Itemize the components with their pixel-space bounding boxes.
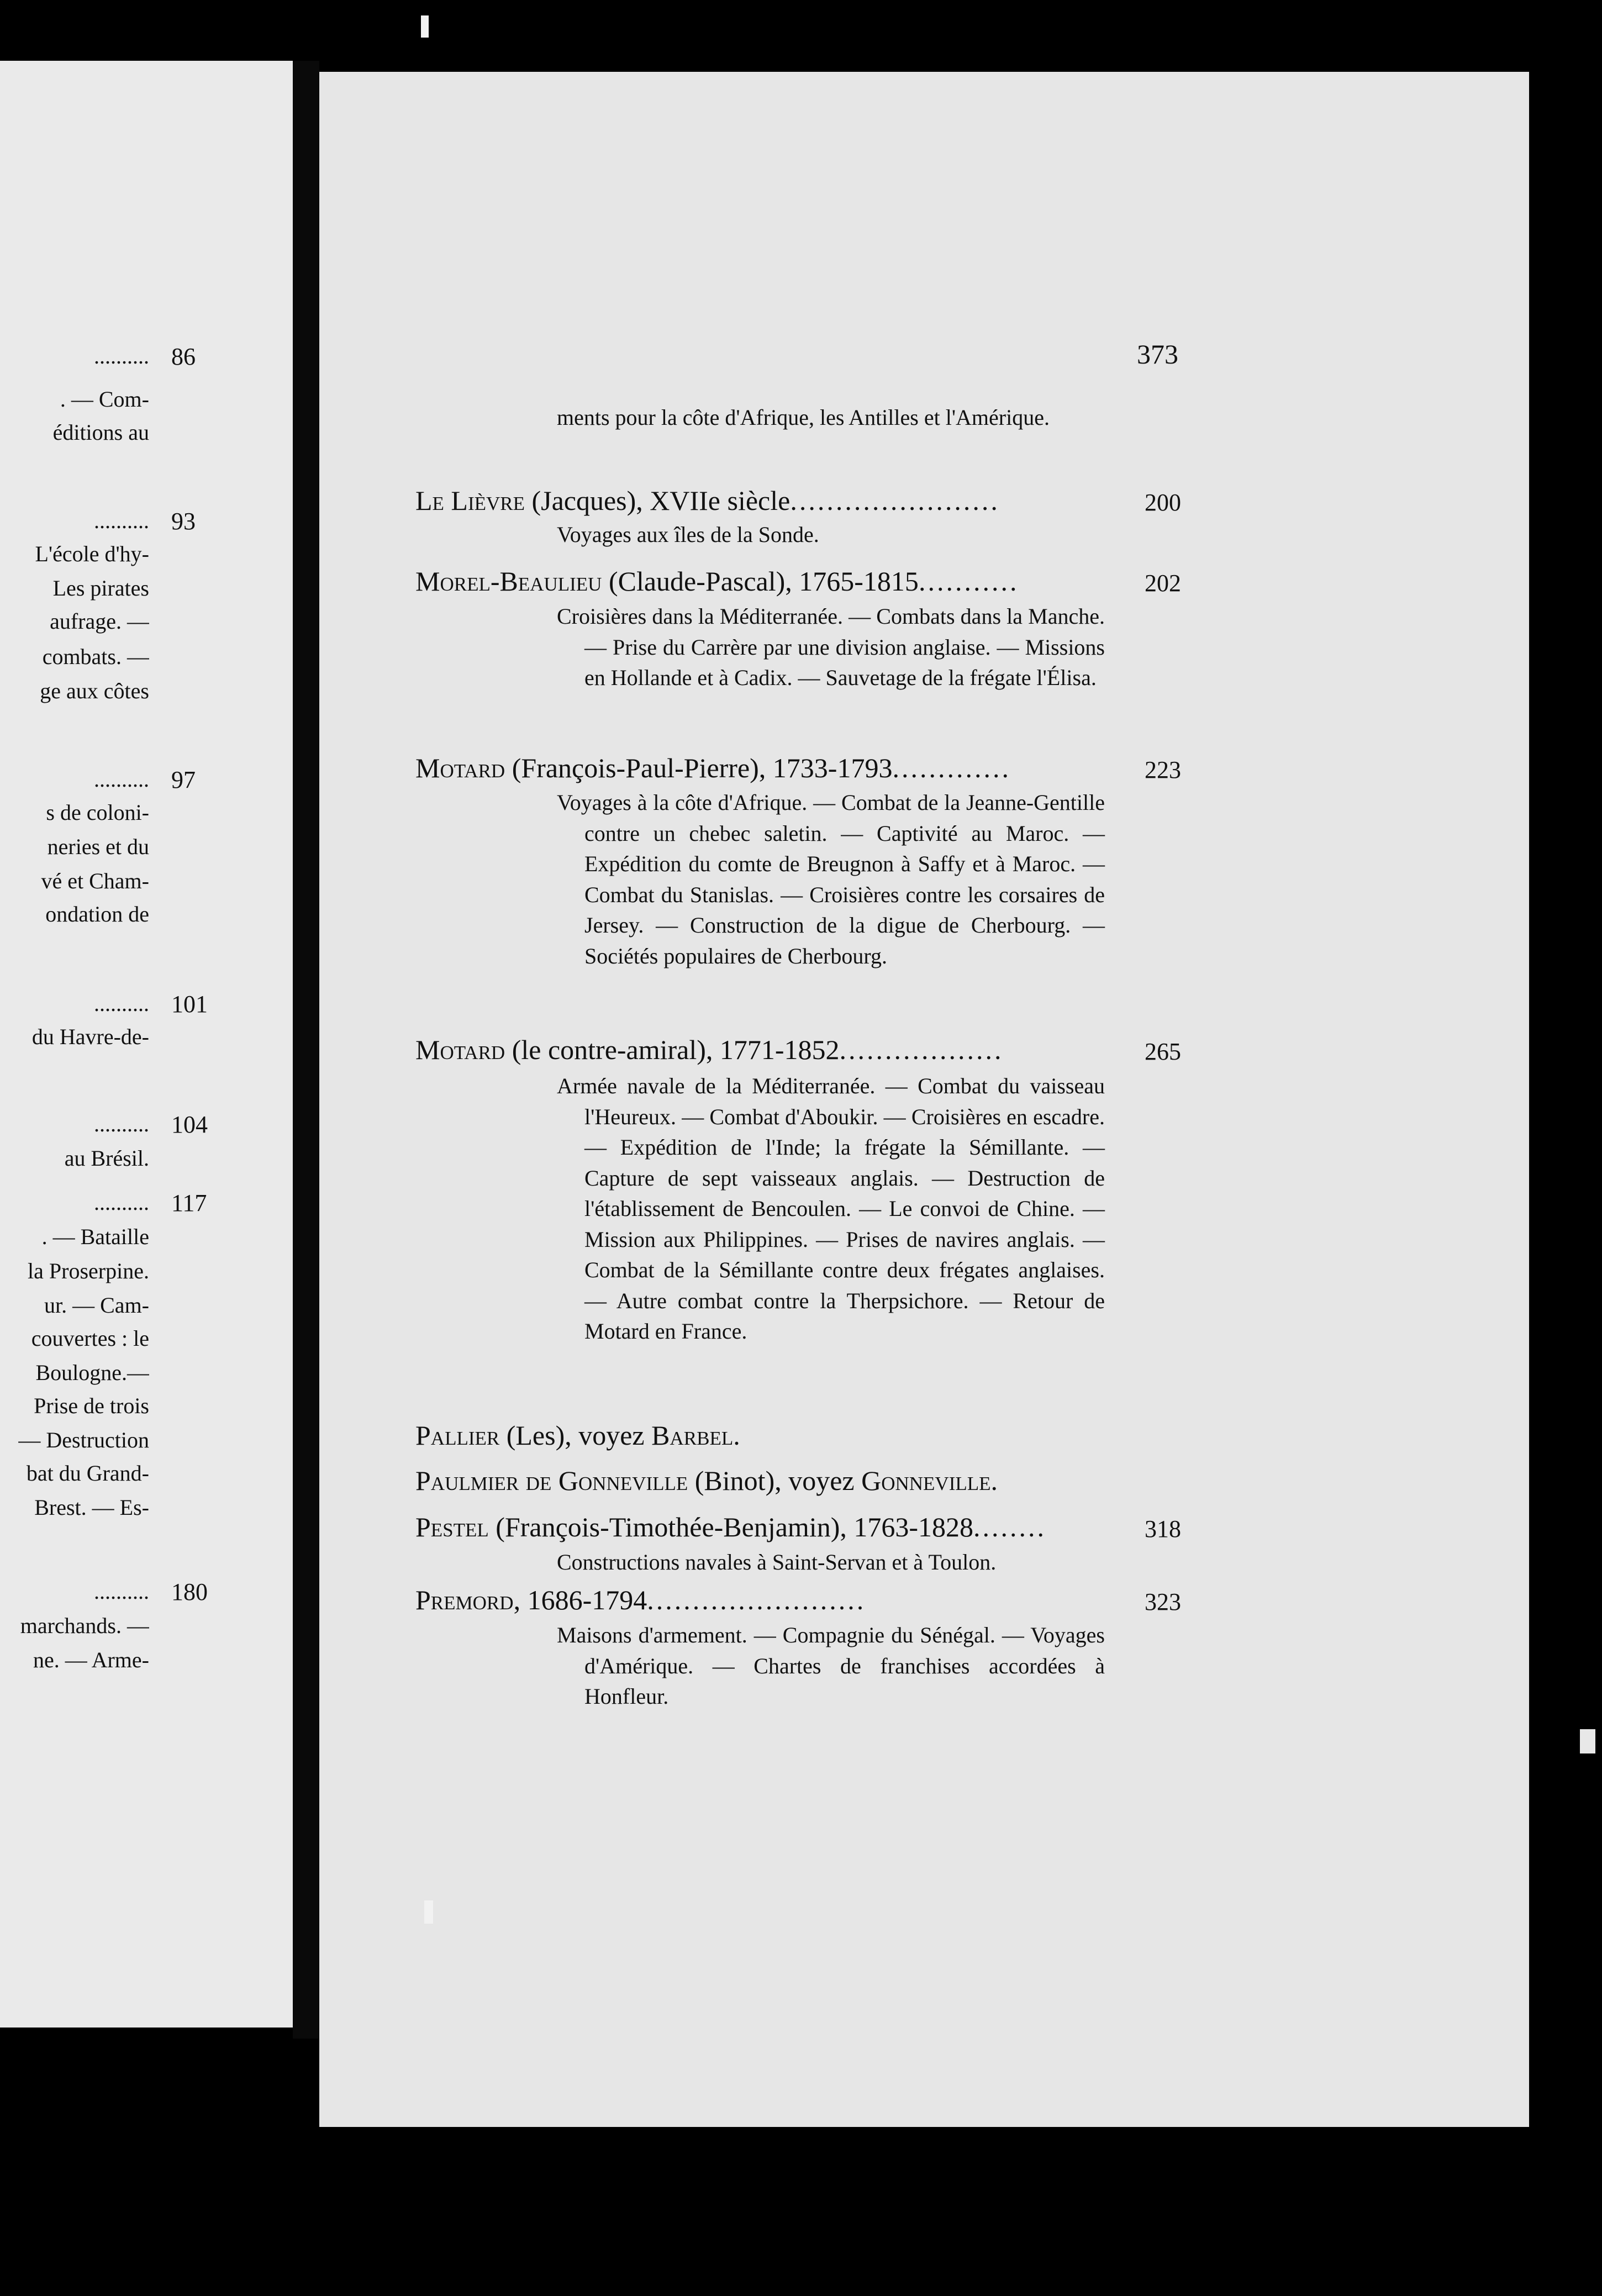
leader-dots: ........................ (647, 1584, 866, 1615)
left-page-line: .......... (94, 508, 149, 533)
left-page-line: ge aux côtes (40, 678, 149, 703)
left-page-number: 104 (171, 1111, 208, 1138)
reference-target: Gonneville (861, 1465, 991, 1496)
left-page-line: Brest. — Es- (34, 1495, 149, 1520)
left-page-line: du Havre-de- (31, 1024, 149, 1049)
scan-mark (424, 1900, 433, 1924)
left-page-line: neries et du (47, 834, 149, 859)
entry-description: Armée navale de la Méditerranée. — Combat du vaisseau l'Heureux. — Combat d'Aboukir. — Croisières en escadre. — Expédition de l'Inde; la frégate la Sémillante. — Capture de sept vaisseaux anglais. — Destruction de l'établissement de Bencoulen. — Le convoi de Chine. — Mission aux Philippines. — Prises de navires anglais. — Combat de la Sémillante contre deux frégates anglaises. — Autre combat contre la Therpsichore. — Retour de Motard en France. (557, 1073, 1105, 1344)
left-page-line: ne. — Arme- (33, 1647, 149, 1672)
left-page-line: L'école d'hy- (35, 541, 149, 566)
left-page-line: ondation de (45, 902, 149, 926)
left-page-line: Prise de trois (34, 1393, 149, 1418)
left-page-line: Boulogne.— (35, 1360, 149, 1385)
leader-dots: ........... (918, 566, 1019, 597)
leader-dots: ............. (892, 752, 1011, 783)
entry-name: Le Lièvre (415, 485, 525, 516)
leader-dots: ........ (973, 1512, 1046, 1542)
left-page-number: 117 (171, 1189, 207, 1217)
continuation-text: ments pour la côte d'Afrique, les Antilles et l'Amérique. (557, 405, 1050, 430)
left-page-line: s de coloni- (46, 800, 149, 825)
entry-name: Motard (415, 752, 505, 783)
left-page-line: marchands. — (20, 1613, 149, 1638)
entry-heading (415, 1510, 1117, 1544)
entry-details: (Jacques), XVIIe siècle (525, 485, 791, 516)
entry-name: Morel-Beaulieu (415, 566, 602, 597)
entry-heading (415, 751, 1117, 784)
left-page-line: — Destruction (18, 1428, 149, 1452)
left-page-line: . — Com- (60, 387, 149, 412)
entry-details: (Claude-Pascal), 1765-1815 (602, 566, 919, 597)
left-page-line: .......... (94, 1112, 149, 1136)
left-page-line: vé et Cham- (41, 868, 149, 893)
left-page-line: .......... (94, 767, 149, 792)
entry-heading (415, 484, 1117, 517)
entry-page-number: 318 (1145, 1515, 1181, 1542)
left-page-line: aufrage. — (50, 609, 149, 634)
entry-details: (le contre-amiral), 1771-1852 (505, 1034, 840, 1065)
page-number: 373 (1137, 339, 1178, 370)
left-page-line: ur. — Cam- (44, 1293, 149, 1318)
entry-page-number: 202 (1145, 570, 1181, 597)
entry-page-number: 200 (1145, 489, 1181, 516)
entry-details: (François-Timothée-Benjamin), 1763-1828 (488, 1512, 973, 1542)
entry-description: Maisons d'armement. — Compagnie du Sénégal. — Voyages d'Amérique. — Chartes de franchises accordées à Honfleur. (557, 1623, 1105, 1709)
entry-name: Pestel (415, 1512, 489, 1542)
left-page-line: couvertes : le (31, 1326, 149, 1351)
left-page-line: la Proserpine. (28, 1258, 149, 1283)
left-page-number: 93 (171, 508, 196, 535)
leader-dots: ....................... (790, 485, 1000, 516)
entry-description: Croisières dans la Méditerranée. — Combats dans la Manche. — Prise du Carrère par une division anglaise. — Missions en Hollande et à Cadix. — Sauvetage de la frégate l'Élisa. (557, 604, 1105, 690)
entry-description: Voyages aux îles de la Sonde. (557, 522, 819, 547)
reference-tail: . (990, 1465, 998, 1496)
entry-details: , 1686-1794 (513, 1584, 647, 1615)
left-page-number: 86 (171, 343, 196, 370)
reference-target: Barbel (651, 1420, 734, 1451)
left-page (0, 61, 293, 2028)
left-page-line: au Brésil. (64, 1146, 149, 1171)
reference-text: (Les), voyez (499, 1420, 652, 1451)
left-page-line: .......... (94, 991, 149, 1016)
reference-tail: . (733, 1420, 740, 1451)
entry-name: Motard (415, 1034, 505, 1065)
entry-description: Constructions navales à Saint-Servan et à Toulon. (557, 1550, 997, 1574)
entry-page-number: 265 (1145, 1038, 1181, 1065)
entry-page-number: 323 (1145, 1588, 1181, 1615)
cross-reference (415, 1464, 998, 1497)
entry-name: Pallier (415, 1420, 500, 1451)
cross-reference (415, 1419, 740, 1452)
left-page-line: combats. — (42, 644, 149, 669)
left-page-number: 101 (171, 991, 208, 1018)
scan-mark (421, 15, 429, 38)
leader-dots: .................. (839, 1034, 1004, 1065)
entry-heading (415, 565, 1117, 598)
left-page-line: .......... (94, 1190, 149, 1215)
reference-text: (Binot), voyez (688, 1465, 862, 1496)
scan-speck (1580, 1729, 1595, 1753)
left-page-line: Les pirates (52, 576, 149, 601)
left-page-line: éditions au (52, 420, 149, 445)
left-page-line: bat du Grand- (26, 1461, 149, 1486)
entry-heading (415, 1583, 1117, 1616)
left-page-number: 180 (171, 1578, 208, 1605)
binding-gutter (293, 61, 319, 2039)
left-page-number: 97 (171, 766, 196, 793)
entry-page-number: 223 (1145, 756, 1181, 783)
left-page-line: .......... (94, 1579, 149, 1604)
left-page-line: . — Bataille (41, 1224, 149, 1249)
entry-name: Premord (415, 1584, 514, 1615)
entry-heading (415, 1033, 1117, 1066)
left-page-line: .......... (94, 344, 149, 368)
entry-description: Voyages à la côte d'Afrique. — Combat de la Jeanne-Gentille contre un chebec saletin. — Captivité au Maroc. — Expédition du comte de Breugnon à Saffy et à Maroc. — Combat du Stanislas. — Croisières contre les corsaires de Jersey. — Construction de la digue de Cherbourg. — Sociétés populaires de Cherbourg. (557, 790, 1105, 968)
entry-details: (François-Paul-Pierre), 1733-1793 (505, 752, 893, 783)
entry-name: Paulmier de Gonneville (415, 1465, 688, 1496)
